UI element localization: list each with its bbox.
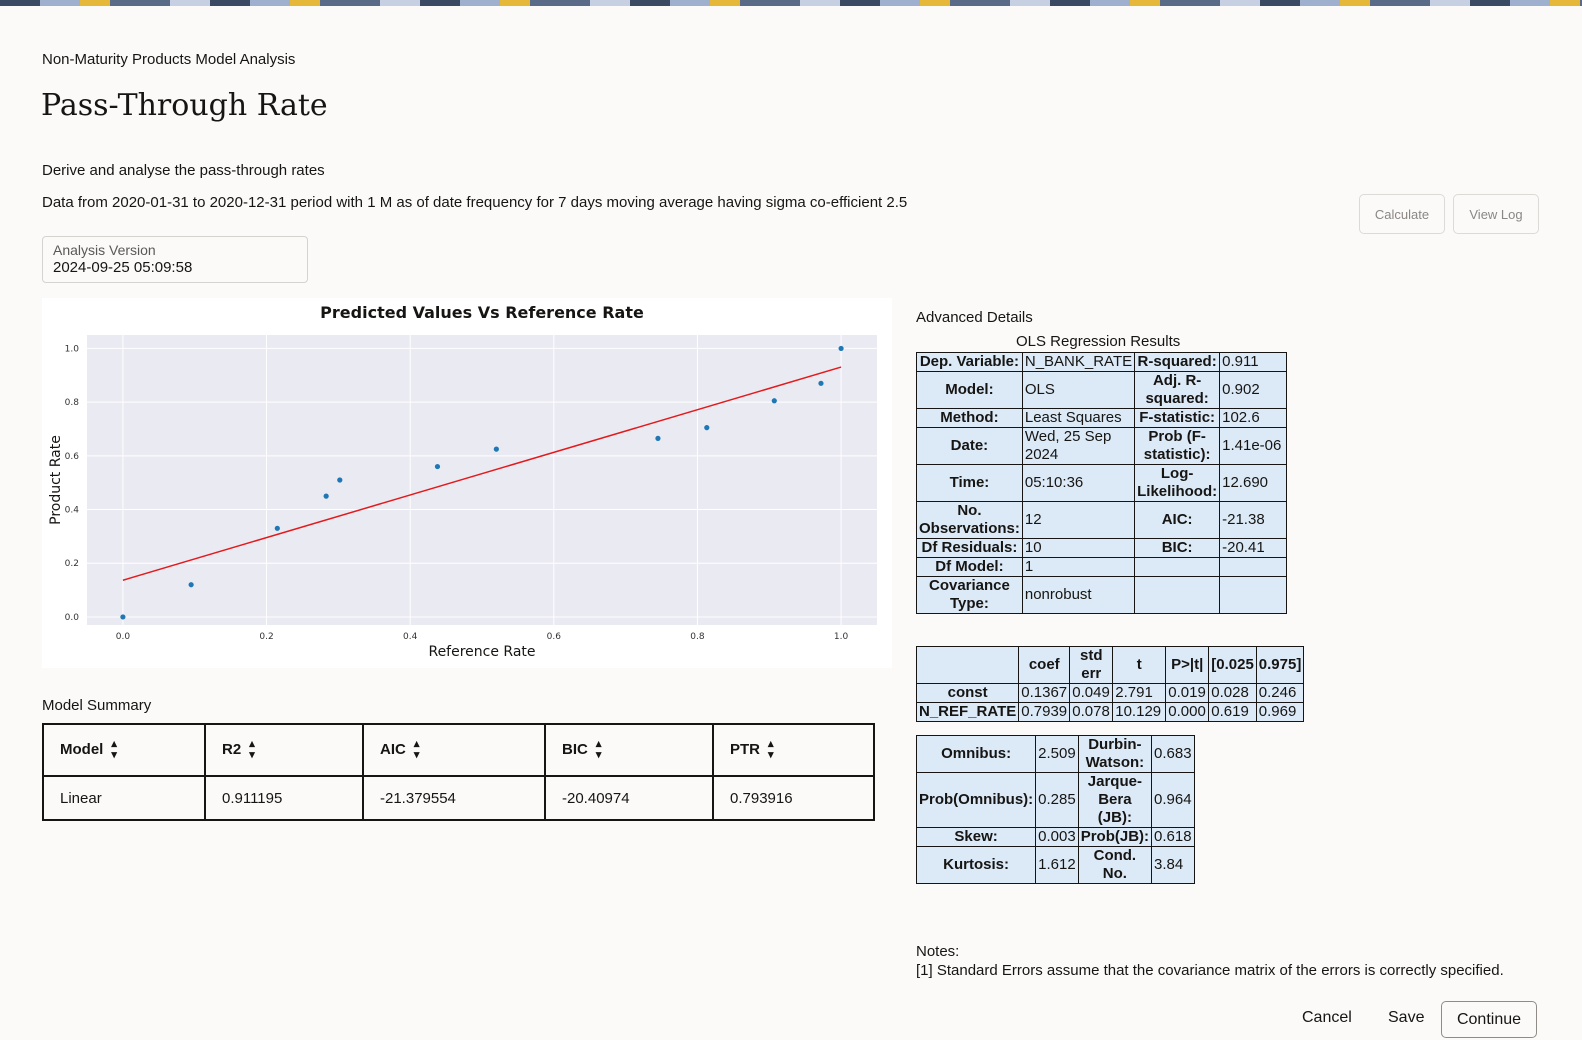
table-cell: 0.003 xyxy=(1036,828,1079,847)
table-cell: Cond. No. xyxy=(1078,847,1151,884)
table-cell: nonrobust xyxy=(1022,577,1134,614)
data-point xyxy=(772,398,777,403)
table-cell: Omnibus: xyxy=(917,736,1036,773)
table-cell: Skew: xyxy=(917,828,1036,847)
table-cell: -21.379554 xyxy=(363,776,545,820)
table-cell: 0.975] xyxy=(1256,647,1304,684)
table-cell: 0.683 xyxy=(1152,736,1195,773)
table-cell: coef xyxy=(1019,647,1070,684)
data-point xyxy=(818,381,823,386)
table-cell: 3.84 xyxy=(1152,847,1195,884)
table-cell: OLS xyxy=(1022,372,1134,409)
ols-diagnostics-table xyxy=(916,735,1195,884)
data-point xyxy=(324,494,329,499)
table-row xyxy=(917,372,1287,409)
table-cell: 0.000 xyxy=(1166,703,1209,722)
table-cell: 0.1367 xyxy=(1019,684,1070,703)
data-point xyxy=(275,526,280,531)
table-cell: -21.38 xyxy=(1220,502,1287,539)
table-row xyxy=(917,502,1287,539)
column-label: R2 xyxy=(222,740,242,758)
table-cell: 1 xyxy=(1022,558,1134,577)
table-cell: 0.964 xyxy=(1152,773,1195,828)
analysis-version-label: Analysis Version xyxy=(53,242,156,258)
column-header-aic[interactable] xyxy=(363,724,545,776)
table-cell: 10.129 xyxy=(1113,703,1166,722)
table-header-row xyxy=(43,724,874,776)
ols-coef-table xyxy=(916,646,1304,722)
table-row[interactable] xyxy=(43,776,874,820)
note-1: [1] Standard Errors assume that the covariance matrix of the errors is correctly specified. xyxy=(916,962,1504,979)
table-cell: 2.791 xyxy=(1113,684,1166,703)
x-tick-label: 1.0 xyxy=(833,632,849,642)
y-axis-label: Product Rate xyxy=(48,435,64,525)
table-row xyxy=(917,558,1287,577)
table-cell: 12.690 xyxy=(1220,465,1287,502)
table-cell: Log-Likelihood: xyxy=(1135,465,1220,502)
column-header-ptr[interactable] xyxy=(713,724,874,776)
data-point xyxy=(838,346,843,351)
table-cell: P>|t| xyxy=(1166,647,1209,684)
column-label: AIC xyxy=(380,740,406,758)
table-cell: Kurtosis: xyxy=(917,847,1036,884)
data-point xyxy=(120,614,125,619)
y-tick-label: 0.6 xyxy=(64,451,79,462)
table-cell: -20.41 xyxy=(1220,539,1287,558)
table-cell: 1.41e-06 xyxy=(1220,428,1287,465)
y-tick-label: 0.0 xyxy=(64,612,79,623)
table-row xyxy=(917,409,1287,428)
table-header-row xyxy=(917,647,1304,684)
table-cell xyxy=(1220,558,1287,577)
table-cell: 0.028 xyxy=(1209,684,1257,703)
table-cell: Dep. Variable: xyxy=(917,353,1023,372)
header-banner xyxy=(0,0,1582,6)
data-point xyxy=(494,447,499,452)
table-cell: 0.246 xyxy=(1256,684,1304,703)
ols-caption: OLS Regression Results xyxy=(1016,333,1181,350)
sort-icon[interactable]: ▴ ▾ xyxy=(111,738,117,761)
table-cell: Least Squares xyxy=(1022,409,1134,428)
table-cell: const xyxy=(917,684,1019,703)
table-cell: 12 xyxy=(1022,502,1134,539)
column-label: Model xyxy=(60,740,104,758)
x-tick-label: 0.2 xyxy=(259,632,274,642)
table-cell: 0.618 xyxy=(1152,828,1195,847)
table-row xyxy=(917,465,1287,502)
table-cell: Prob (F-statistic): xyxy=(1135,428,1220,465)
x-tick-label: 0.4 xyxy=(403,632,418,642)
table-cell: std err xyxy=(1070,647,1113,684)
table-cell: 0.285 xyxy=(1036,773,1079,828)
table-cell: No. Observations: xyxy=(917,502,1023,539)
table-cell: 0.078 xyxy=(1070,703,1113,722)
y-tick-label: 0.2 xyxy=(64,559,79,570)
continue-button[interactable]: Continue xyxy=(1441,1001,1537,1038)
table-cell: 0.902 xyxy=(1220,372,1287,409)
table-cell: Date: xyxy=(917,428,1023,465)
save-button[interactable]: Save xyxy=(1382,1008,1430,1028)
table-cell: N_BANK_RATE xyxy=(1022,353,1134,372)
page-description: Data from 2020-01-31 to 2020-12-31 period with 1 M as of date frequency for 7 days moving average having sigma co-efficient 2.5 xyxy=(42,194,908,211)
column-label: BIC xyxy=(562,740,588,758)
analysis-version-value: 2024-09-25 05:09:58 xyxy=(53,259,193,276)
column-header-bic[interactable] xyxy=(545,724,713,776)
table-cell: N_REF_RATE xyxy=(917,703,1019,722)
sort-icon[interactable]: ▴ ▾ xyxy=(595,738,602,761)
table-cell: 0.019 xyxy=(1166,684,1209,703)
table-cell: 0.7939 xyxy=(1019,703,1070,722)
table-cell xyxy=(1135,577,1220,614)
table-row xyxy=(917,828,1195,847)
sort-icon[interactable]: ▴ ▾ xyxy=(249,738,255,761)
table-cell: 0.793916 xyxy=(713,776,874,820)
table-row xyxy=(917,577,1287,614)
table-cell: 0.049 xyxy=(1070,684,1113,703)
table-cell: 1.612 xyxy=(1036,847,1079,884)
table-cell: 2.509 xyxy=(1036,736,1079,773)
x-tick-label: 0.6 xyxy=(546,632,561,642)
cancel-button[interactable]: Cancel xyxy=(1296,1008,1358,1028)
table-cell: Wed, 25 Sep 2024 xyxy=(1022,428,1134,465)
calculate-button[interactable]: Calculate xyxy=(1359,194,1445,234)
table-row xyxy=(917,353,1287,372)
plot-area xyxy=(87,335,877,625)
table-row xyxy=(917,684,1304,703)
table-cell: 05:10:36 xyxy=(1022,465,1134,502)
table-cell: 0.619 xyxy=(1209,703,1257,722)
table-cell xyxy=(1135,558,1220,577)
column-header-r2[interactable] xyxy=(205,724,363,776)
view-log-button[interactable]: View Log xyxy=(1453,194,1539,234)
data-point xyxy=(189,582,194,587)
table-cell: Method: xyxy=(917,409,1023,428)
table-cell: AIC: xyxy=(1135,502,1220,539)
data-point xyxy=(704,425,709,430)
x-axis-label: Reference Rate xyxy=(428,644,536,660)
table-cell: F-statistic: xyxy=(1135,409,1220,428)
table-cell: Time: xyxy=(917,465,1023,502)
y-tick-label: 0.4 xyxy=(64,505,79,516)
table-cell: 0.969 xyxy=(1256,703,1304,722)
scatter-chart xyxy=(42,298,892,668)
table-row xyxy=(917,703,1304,722)
table-cell: 0.911 xyxy=(1220,353,1287,372)
table-cell: Covariance Type: xyxy=(917,577,1023,614)
y-tick-label: 0.8 xyxy=(64,398,79,409)
page-title: Pass-Through Rate xyxy=(41,88,328,123)
data-point xyxy=(435,464,440,469)
table-cell xyxy=(1220,577,1287,614)
table-cell xyxy=(917,647,1019,684)
table-cell: 10 xyxy=(1022,539,1134,558)
table-cell: Df Residuals: xyxy=(917,539,1023,558)
analysis-version-field[interactable] xyxy=(42,236,308,283)
table-cell: Prob(Omnibus): xyxy=(917,773,1036,828)
y-tick-label: 1.0 xyxy=(64,344,79,355)
table-cell: 102.6 xyxy=(1220,409,1287,428)
x-tick-label: 0.0 xyxy=(115,632,131,642)
breadcrumb: Non-Maturity Products Model Analysis xyxy=(42,51,296,68)
table-cell: t xyxy=(1113,647,1166,684)
table-row xyxy=(917,539,1287,558)
notes xyxy=(916,942,1504,980)
page-subtitle: Derive and analyse the pass-through rates xyxy=(42,162,325,179)
table-row xyxy=(917,847,1195,884)
advanced-details-title: Advanced Details xyxy=(916,309,1033,326)
table-cell: Prob(JB): xyxy=(1078,828,1151,847)
model-summary-title: Model Summary xyxy=(42,697,152,714)
table-cell: BIC: xyxy=(1135,539,1220,558)
table-cell: [0.025 xyxy=(1209,647,1257,684)
chart-panel xyxy=(42,298,892,668)
table-row xyxy=(917,773,1195,828)
sort-icon[interactable]: ▴ ▾ xyxy=(768,738,774,761)
notes-label: Notes: xyxy=(916,943,960,960)
model-summary-table xyxy=(42,723,875,821)
table-cell: Model: xyxy=(917,372,1023,409)
table-cell: Jarque-Bera (JB): xyxy=(1078,773,1151,828)
table-cell: 0.911195 xyxy=(205,776,363,820)
sort-icon[interactable]: ▴ ▾ xyxy=(413,738,420,761)
table-cell: Df Model: xyxy=(917,558,1023,577)
data-point xyxy=(337,477,342,482)
table-cell: Adj. R-squared: xyxy=(1135,372,1220,409)
column-header-model[interactable] xyxy=(43,724,205,776)
table-cell: Linear xyxy=(43,776,205,820)
chart-title: Predicted Values Vs Reference Rate xyxy=(320,303,644,322)
data-point xyxy=(655,436,660,441)
table-cell: R-squared: xyxy=(1135,353,1220,372)
x-tick-label: 0.8 xyxy=(690,632,705,642)
column-label: PTR xyxy=(730,740,760,758)
table-cell: Durbin-Watson: xyxy=(1078,736,1151,773)
ols-summary-table xyxy=(916,352,1287,614)
table-row xyxy=(917,428,1287,465)
table-row xyxy=(917,736,1195,773)
table-cell: -20.40974 xyxy=(545,776,713,820)
